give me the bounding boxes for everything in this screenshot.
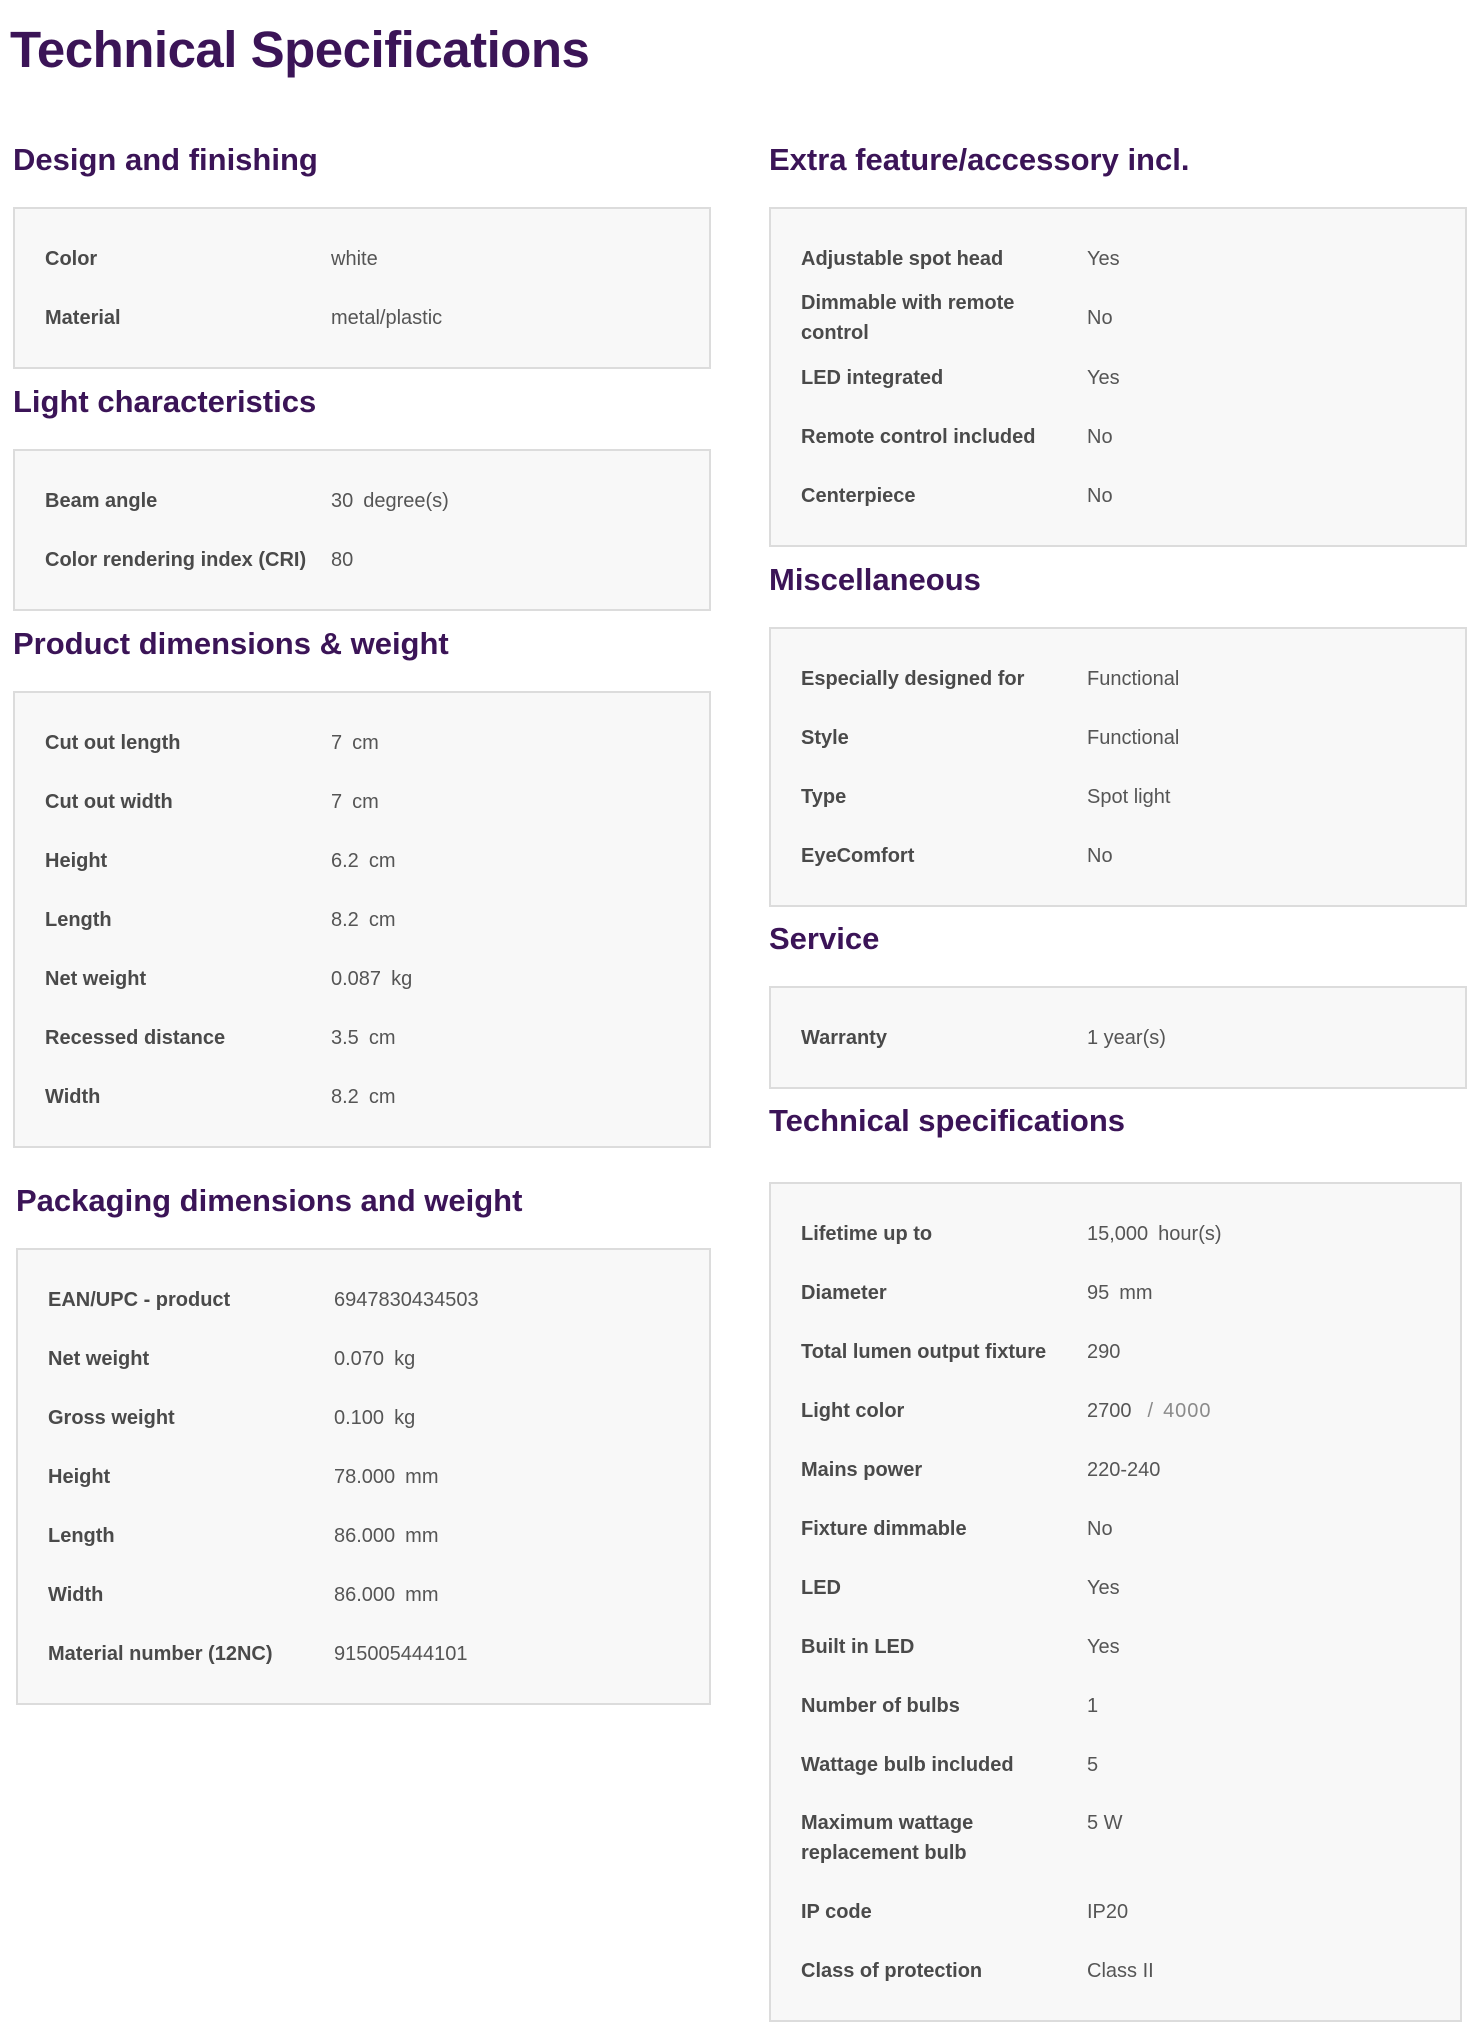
spec-unit: mm (1119, 1281, 1153, 1304)
spec-table (13, 449, 711, 611)
spec-label: Especially designed for (801, 667, 1025, 690)
spec-label: Adjustable spot head (801, 247, 1004, 270)
spec-table (16, 1248, 711, 1705)
spec-row (771, 1882, 1460, 1941)
spec-number: 78.000 (334, 1465, 396, 1488)
spec-label: Class of protection (801, 1959, 983, 1982)
spec-value: 5 W (1087, 1812, 1123, 1834)
spec-row (15, 772, 709, 831)
spec-row (771, 1263, 1460, 1322)
spec-number: 0.100 (334, 1406, 385, 1429)
spec-row (771, 767, 1465, 826)
spec-label: LED integrated (801, 366, 944, 389)
spec-value (1087, 1219, 1222, 1249)
spec-number: 8.2 (331, 908, 359, 931)
spec-value: Spot light (1087, 785, 1171, 808)
section-miscellaneous (769, 559, 1467, 907)
spec-value: metal/plastic (331, 306, 443, 329)
spec-unit: cm (368, 849, 396, 872)
spec-label: Built in LED (801, 1635, 915, 1658)
spec-row (771, 1676, 1460, 1735)
spec-number: 2700 (1087, 1399, 1132, 1422)
spec-label: Wattage bulb included (801, 1753, 1014, 1776)
spec-row (15, 890, 709, 949)
spec-row (771, 1440, 1460, 1499)
spec-label: Height (48, 1465, 111, 1488)
section-design-and-finishing (13, 139, 711, 369)
spec-label: IP code (801, 1900, 872, 1923)
spec-value: 290 (1087, 1340, 1121, 1363)
spec-label: Centerpiece (801, 484, 916, 507)
spec-row (771, 1794, 1460, 1882)
spec-label: Net weight (45, 967, 147, 990)
spec-value: No (1087, 425, 1113, 448)
spec-row (18, 1506, 709, 1565)
spec-unit: cm (368, 908, 396, 931)
spec-label: Width (45, 1085, 101, 1108)
spec-row (771, 466, 1465, 525)
spec-unit: kg (394, 1347, 416, 1370)
spec-value: No (1087, 484, 1113, 507)
spec-value: Yes (1087, 366, 1120, 389)
spec-row (771, 708, 1465, 767)
spec-value: IP20 (1087, 1900, 1129, 1923)
spec-row (771, 229, 1465, 288)
spec-label: Recessed distance (45, 1026, 226, 1049)
spec-label: EAN/UPC - product (48, 1288, 231, 1311)
spec-value: white (331, 247, 378, 270)
spec-table (13, 691, 711, 1148)
spec-unit: cm (352, 731, 379, 754)
section-title: Light characteristics (13, 384, 317, 419)
spec-row (18, 1624, 709, 1683)
spec-table (769, 986, 1467, 1089)
spec-row (15, 288, 709, 347)
spec-value (331, 846, 395, 876)
section-title: Service (769, 921, 880, 956)
spec-unit: mm (405, 1465, 439, 1488)
spec-number: 7 (331, 790, 343, 813)
spec-value: Yes (1087, 247, 1120, 270)
spec-value (331, 787, 379, 817)
section-title: Technical specifications (769, 1103, 1126, 1138)
spec-value: No (1087, 844, 1113, 867)
spec-unit: kg (394, 1406, 416, 1429)
spec-row (771, 1008, 1465, 1067)
spec-value: 5 (1087, 1753, 1099, 1776)
spec-row (771, 1558, 1460, 1617)
spec-unit: mm (405, 1524, 439, 1547)
spec-table (769, 207, 1467, 547)
spec-value: Yes (1087, 1576, 1120, 1599)
spec-table (13, 207, 711, 369)
section-light-characteristics (13, 381, 711, 611)
spec-row (15, 1067, 709, 1126)
spec-value: 220-240 (1087, 1458, 1161, 1481)
spec-label: Cut out width (45, 790, 173, 813)
spec-number-secondary: 4000 (1163, 1399, 1212, 1422)
spec-number: 15,000 (1087, 1222, 1149, 1245)
spec-value (334, 1521, 439, 1551)
section-title: Packaging dimensions and weight (16, 1183, 523, 1218)
spec-label: Lifetime up to (801, 1222, 933, 1245)
spec-table (769, 1182, 1462, 2022)
spec-value: No (1087, 1517, 1113, 1540)
spec-label: Diameter (801, 1281, 887, 1304)
spec-value: Functional (1087, 726, 1180, 749)
spec-row (771, 407, 1465, 466)
spec-row (18, 1565, 709, 1624)
spec-row (771, 1941, 1460, 2000)
spec-value: 80 (331, 548, 354, 571)
spec-number: 86.000 (334, 1524, 396, 1547)
spec-value: Class II (1087, 1959, 1154, 1982)
spec-table (769, 627, 1467, 907)
spec-value: Functional (1087, 667, 1180, 690)
spec-value (331, 964, 412, 994)
spec-row (18, 1270, 709, 1329)
spec-number: 0.070 (334, 1347, 385, 1370)
spec-label: Warranty (801, 1026, 887, 1049)
spec-row (771, 649, 1465, 708)
spec-row (771, 348, 1465, 407)
spec-label: Height (45, 849, 108, 872)
spec-label: EyeComfort (801, 844, 915, 867)
spec-label: Beam angle (45, 489, 158, 512)
spec-unit: cm (352, 790, 379, 813)
spec-number: 3.5 (331, 1026, 359, 1049)
spec-label: Mains power (801, 1458, 923, 1481)
spec-label: Total lumen output fixture (801, 1340, 1047, 1363)
section-title: Extra feature/accessory incl. (769, 142, 1190, 177)
spec-label: Type (801, 785, 847, 808)
spec-number: 6.2 (331, 849, 359, 872)
spec-value (331, 1082, 395, 1112)
spec-unit: cm (368, 1026, 396, 1049)
spec-row (18, 1447, 709, 1506)
spec-row (771, 1381, 1460, 1440)
spec-value (331, 1023, 395, 1053)
spec-row (15, 530, 709, 589)
spec-row (15, 831, 709, 890)
spec-value: Yes (1087, 1635, 1120, 1658)
spec-unit: degree(s) (363, 489, 449, 512)
section-extra-feature-accessory (769, 139, 1467, 547)
spec-unit: cm (368, 1085, 396, 1108)
section-title: Miscellaneous (769, 562, 981, 597)
spec-value (334, 1344, 415, 1374)
spec-unit: hour(s) (1158, 1222, 1222, 1245)
spec-row (18, 1329, 709, 1388)
spec-value (334, 1462, 439, 1492)
spec-value (1087, 1396, 1212, 1426)
spec-label: Width (48, 1583, 104, 1606)
spec-unit: mm (405, 1583, 439, 1606)
spec-number: 8.2 (331, 1085, 359, 1108)
spec-label: LED (801, 1576, 841, 1599)
spec-value (331, 905, 395, 935)
spec-label: Color rendering index (CRI) (45, 548, 307, 571)
spec-label: Cut out length (45, 731, 181, 754)
spec-label: Remote control included (801, 425, 1036, 448)
spec-value (334, 1580, 439, 1610)
spec-label: Maximum wattage replacement bulb (801, 1812, 974, 1864)
spec-label: Dimmable with remote control (801, 292, 1015, 344)
spec-label: Material number (12NC) (48, 1642, 273, 1665)
section-title: Design and finishing (13, 142, 318, 177)
spec-row (771, 1735, 1460, 1794)
spec-row (771, 826, 1465, 885)
section-technical-specifications (769, 1100, 1462, 2022)
spec-label: Net weight (48, 1347, 150, 1370)
page-title: Technical Specifications (10, 21, 590, 78)
spec-number: 95 (1087, 1281, 1110, 1304)
spec-value: 1 (1087, 1694, 1099, 1717)
spec-row (771, 1617, 1460, 1676)
spec-value (331, 728, 379, 758)
spec-number: 0.087 (331, 967, 382, 990)
spec-label: Number of bulbs (801, 1694, 960, 1717)
spec-row (15, 949, 709, 1008)
section-product-dimensions-weight (13, 623, 711, 1148)
spec-label: Gross weight (48, 1406, 175, 1429)
spec-value: 6947830434503 (334, 1288, 479, 1311)
spec-label: Style (801, 726, 849, 749)
spec-row (15, 713, 709, 772)
spec-row (15, 229, 709, 288)
spec-row (771, 1322, 1460, 1381)
spec-label: Light color (801, 1399, 905, 1422)
value-separator: / (1147, 1399, 1154, 1422)
spec-value (331, 486, 449, 516)
spec-label: Color (45, 247, 98, 270)
spec-row (771, 288, 1465, 348)
section-title: Product dimensions & weight (13, 626, 449, 661)
spec-row (15, 1008, 709, 1067)
section-service (769, 918, 1467, 1089)
spec-number: 86.000 (334, 1583, 396, 1606)
spec-label: Length (45, 908, 112, 931)
spec-value: 915005444101 (334, 1642, 468, 1665)
spec-number: 7 (331, 731, 343, 754)
spec-row (15, 471, 709, 530)
spec-value (334, 1403, 415, 1433)
spec-label: Fixture dimmable (801, 1517, 967, 1540)
spec-value: No (1087, 307, 1113, 329)
spec-unit: kg (391, 967, 413, 990)
spec-value: 1 year(s) (1087, 1026, 1166, 1049)
spec-number: 30 (331, 489, 354, 512)
spec-label: Length (48, 1524, 115, 1547)
spec-label: Material (45, 306, 121, 329)
spec-row (771, 1499, 1460, 1558)
spec-row (771, 1204, 1460, 1263)
spec-value (1087, 1278, 1153, 1308)
spec-row (18, 1388, 709, 1447)
section-packaging-dimensions-weight (16, 1180, 711, 1705)
